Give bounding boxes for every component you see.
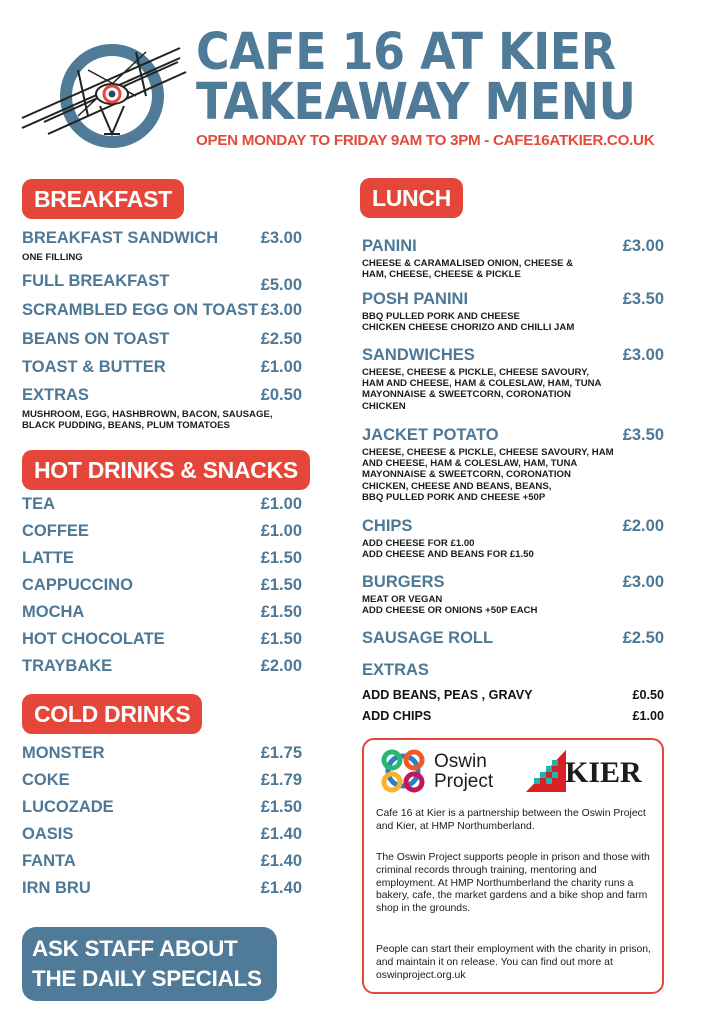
oswin-project-logo-text: Oswin Project: [434, 751, 494, 792]
title-line-1: CAFE 16 AT KIER: [196, 23, 616, 82]
lunch-item-desc: HAM, CHEESE, CHEESE & PICKLE: [362, 269, 521, 281]
lunch-item-desc: ADD CHEESE OR ONIONS +50P EACH: [362, 605, 538, 617]
hot-drink-name: MOCHA: [22, 603, 85, 621]
breakfast-item-name: EXTRAS: [22, 386, 89, 404]
info-paragraph-1: Cafe 16 at Kier is a partnership between the Oswin Project and Kier, at HMP Northumberland.: [376, 808, 646, 832]
lunch-item-desc: CHICKEN, CHEESE AND BEANS, BEANS,: [362, 480, 552, 492]
lunch-item-desc: MAYONNAISE & SWEETCORN, CORONATION: [362, 469, 571, 481]
lunch-item-name: BURGERS: [362, 573, 445, 591]
hot-drink-price: £1.00: [260, 522, 302, 540]
hot-drinks-heading: HOT DRINKS & SNACKS: [22, 450, 310, 490]
lunch-item-price: £3.00: [622, 346, 664, 364]
page-title: [196, 23, 655, 132]
breakfast-item-price: £3.00: [260, 301, 302, 319]
oswin-project-logo-icon: [374, 748, 432, 794]
daily-specials-banner: [22, 927, 277, 1001]
lunch-item-desc: CHICKEN: [362, 400, 406, 412]
breakfast-item-price: £0.50: [260, 386, 302, 404]
kier-logo-text: KIER: [565, 756, 642, 789]
specials-line-1: ASK STAFF ABOUT: [32, 936, 238, 961]
cold-drink-name: IRN BRU: [22, 879, 91, 897]
biplane-icon: [18, 30, 188, 150]
hot-drink-name: HOT CHOCOLATE: [22, 630, 165, 648]
hot-drink-name: LATTE: [22, 549, 74, 567]
lunch-item-name: POSH PANINI: [362, 290, 469, 308]
cold-drink-name: LUCOZADE: [22, 798, 114, 816]
info-paragraph-2: The Oswin Project supports people in prison and those with criminal records through training, mentoring and employment. At HMP Northumberland the charity runs a bakery, cafe, the market gardens and a bike shop and farm shop in the grounds.: [376, 852, 650, 915]
lunch-item-desc: MEAT OR VEGAN: [362, 594, 443, 605]
lunch-extra-item: ADD BEANS, PEAS , GRAVY: [362, 688, 533, 702]
cold-drinks-heading: COLD DRINKS: [22, 694, 202, 734]
hot-drink-price: £1.50: [260, 603, 302, 621]
breakfast-item-price: £1.00: [260, 358, 302, 376]
lunch-item-desc: ADD CHEESE FOR £1.00: [362, 538, 475, 549]
lunch-item-price: £3.00: [622, 237, 664, 255]
hot-drink-price: £1.00: [260, 495, 302, 513]
lunch-item-price: £2.50: [622, 629, 664, 647]
lunch-extra-item: ADD CHIPS: [362, 709, 432, 723]
lunch-item-desc: ADD CHEESE AND BEANS FOR £1.50: [362, 549, 534, 561]
lunch-item-desc: BBQ PULLED PORK AND CHEESE +50P: [362, 491, 546, 503]
hot-drink-price: £1.50: [260, 630, 302, 648]
title-line-2: TAKEAWAY MENU: [196, 73, 636, 132]
hot-drink-price: £1.50: [260, 549, 302, 567]
cold-drink-price: £1.40: [260, 852, 302, 870]
breakfast-extras-desc: MUSHROOM, EGG, HASHBROWN, BACON, SAUSAGE, BLACK PUDDING, BEANS, PLUM TOMATOES: [22, 409, 273, 432]
lunch-item-price: £3.50: [622, 290, 664, 308]
lunch-item-name: JACKET POTATO: [362, 426, 499, 444]
lunch-extra-price: £0.50: [632, 688, 664, 702]
lunch-item-name: SAUSAGE ROLL: [362, 629, 494, 647]
breakfast-item-name: TOAST & BUTTER: [22, 358, 166, 376]
lunch-item-desc: CHEESE, CHEESE & PICKLE, CHEESE SAVOURY,: [362, 367, 590, 378]
hot-drink-name: TRAYBAKE: [22, 657, 113, 675]
hot-drink-name: CAPPUCCINO: [22, 576, 133, 594]
lunch-item-price: £3.00: [622, 573, 664, 591]
breakfast-item-price: £5.00: [260, 276, 302, 294]
cold-drink-name: FANTA: [22, 852, 76, 870]
cold-drink-price: £1.50: [260, 798, 302, 816]
kier-logo-icon: [526, 750, 566, 792]
specials-line-2: THE DAILY SPECIALS: [32, 966, 262, 991]
lunch-item-price: £3.50: [622, 426, 664, 444]
hot-drink-price: £2.00: [260, 657, 302, 675]
cold-drink-name: MONSTER: [22, 744, 105, 762]
lunch-item-name: CHIPS: [362, 517, 413, 535]
lunch-item-desc: BBQ PULLED PORK AND CHEESE: [362, 311, 520, 322]
lunch-item-desc: HAM AND CHEESE, HAM & COLESLAW, HAM, TUNA: [362, 378, 602, 390]
breakfast-item-desc: ONE FILLING: [22, 252, 83, 263]
breakfast-item-name: BREAKFAST SANDWICH: [22, 229, 219, 247]
lunch-item-desc: CHICKEN CHEESE CHORIZO AND CHILLI JAM: [362, 322, 575, 334]
cold-drink-price: £1.79: [260, 771, 302, 789]
cold-drink-name: COKE: [22, 771, 70, 789]
cold-drink-price: £1.40: [260, 879, 302, 897]
cold-drink-price: £1.40: [260, 825, 302, 843]
hot-drink-name: TEA: [22, 495, 55, 513]
opening-hours: OPEN MONDAY TO FRIDAY 9AM TO 3PM - CAFE16ATKIER.CO.UK: [196, 132, 655, 149]
breakfast-item-price: £3.00: [260, 229, 302, 247]
cold-drink-name: OASIS: [22, 825, 74, 843]
breakfast-item-price: £2.50: [260, 330, 302, 348]
lunch-item-desc: AND CHEESE, HAM & COLESLAW, HAM, TUNA: [362, 458, 578, 470]
lunch-extras-heading: EXTRAS: [362, 661, 429, 679]
breakfast-item-name: SCRAMBLED EGG ON TOAST: [22, 301, 259, 319]
hot-drink-name: COFFEE: [22, 522, 89, 540]
lunch-item-desc: CHEESE & CARAMALISED ONION, CHEESE &: [362, 258, 574, 269]
breakfast-item-name: BEANS ON TOAST: [22, 330, 170, 348]
info-paragraph-3: People can start their employment with the charity in prison, and maintain it on release. You can find out more at oswinproject.org.uk: [376, 944, 651, 981]
lunch-item-desc: MAYONNAISE & SWEETCORN, CORONATION: [362, 389, 571, 401]
lunch-item-desc: CHEESE, CHEESE & PICKLE, CHEESE SAVOURY, HAM: [362, 447, 614, 458]
lunch-item-name: PANINI: [362, 237, 417, 255]
cold-drink-price: £1.75: [260, 744, 302, 762]
lunch-item-price: £2.00: [622, 517, 664, 535]
lunch-item-name: SANDWICHES: [362, 346, 475, 364]
hot-drink-price: £1.50: [260, 576, 302, 594]
breakfast-heading: BREAKFAST: [22, 179, 184, 219]
breakfast-item-name: FULL BREAKFAST: [22, 272, 170, 290]
lunch-extra-price: £1.00: [632, 709, 664, 723]
lunch-heading: LUNCH: [360, 178, 463, 218]
